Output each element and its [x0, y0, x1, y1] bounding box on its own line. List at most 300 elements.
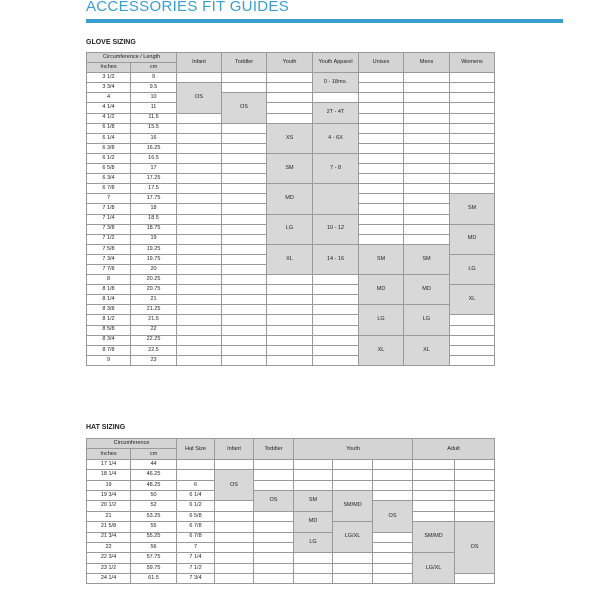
glove-cell: [450, 143, 495, 153]
glove-cell: [313, 275, 359, 285]
hat-cell: [294, 563, 333, 573]
glove-cell: [222, 214, 267, 224]
hat-cell: [413, 470, 455, 480]
glove-cm: 9.5: [131, 83, 177, 93]
glove-cell: [177, 234, 222, 244]
glove-cell: [359, 174, 404, 184]
glove-cell: [222, 285, 267, 295]
glove-cell: [222, 83, 267, 93]
glove-cell: [359, 83, 404, 93]
glove-cell: [222, 295, 267, 305]
glove-inches: 8 1/8: [87, 285, 131, 295]
hat-inches: 22 3/4: [87, 553, 131, 563]
hat-size: 6 1/2: [177, 501, 215, 511]
glove-cell: [222, 234, 267, 244]
hat-inches: 17 1/4: [87, 459, 131, 469]
glove-cell: [313, 345, 359, 355]
glove-cell: [359, 73, 404, 83]
glove-inches: 8 3/8: [87, 305, 131, 315]
glove-cell: [450, 315, 495, 325]
glove-cell: [313, 295, 359, 305]
glove-inches: 6 1/2: [87, 153, 131, 163]
glove-cm: 17.75: [131, 194, 177, 204]
hat-inches: 18 1/4: [87, 470, 131, 480]
hat-youth-sm-md: SM/MD: [333, 490, 373, 521]
glove-youth-apparel-4-6x: 4 - 6X: [313, 123, 359, 153]
glove-cell: [222, 73, 267, 83]
hat-cell: [294, 553, 333, 563]
glove-cm: 19.25: [131, 244, 177, 254]
glove-cell: [359, 113, 404, 123]
hat-cell: [215, 459, 254, 469]
hat-cm: 55: [131, 522, 177, 532]
glove-cell: [222, 153, 267, 163]
glove-cell: [267, 305, 313, 315]
hat-cell: [373, 542, 413, 552]
hat-inches-header: Inches: [87, 449, 131, 459]
glove-cm: 22: [131, 325, 177, 335]
hat-circumference-header: Circumference: [87, 439, 177, 449]
hat-youth-md: MD: [294, 511, 333, 532]
glove-inches: 6 7/8: [87, 184, 131, 194]
glove-header-youth-apparel: Youth Apparel: [313, 53, 359, 73]
glove-cell: [177, 184, 222, 194]
glove-youth-lg: LG: [267, 214, 313, 244]
glove-cell: [313, 315, 359, 325]
glove-header-unisex: Unisex: [359, 53, 404, 73]
glove-cell: [450, 164, 495, 174]
glove-cell: [313, 335, 359, 345]
glove-cell: [222, 244, 267, 254]
hat-cell: [455, 490, 495, 500]
glove-cm: 18.75: [131, 224, 177, 234]
glove-cell: [450, 174, 495, 184]
glove-inches: 7 5/8: [87, 244, 131, 254]
hat-cm: 57.75: [131, 553, 177, 563]
glove-cell: [177, 153, 222, 163]
glove-cell: [450, 83, 495, 93]
hat-size: 6: [177, 480, 215, 490]
glove-cell: [177, 194, 222, 204]
glove-cell: [359, 234, 404, 244]
hat-cm: 61.5: [131, 574, 177, 584]
glove-cell: [177, 325, 222, 335]
glove-womens-sm: SM: [450, 194, 495, 224]
hat-cell: [254, 470, 294, 480]
glove-inches: 4: [87, 93, 131, 103]
glove-inches: 7 1/2: [87, 234, 131, 244]
hat-size: 7 3/4: [177, 574, 215, 584]
glove-mens-xl: XL: [404, 335, 450, 365]
hat-cell: [455, 511, 495, 521]
glove-cell: [177, 224, 222, 234]
glove-inches: 6 3/4: [87, 174, 131, 184]
glove-cell: [404, 234, 450, 244]
glove-cell: [359, 214, 404, 224]
glove-cell: [177, 315, 222, 325]
glove-header-womens: Womens: [450, 53, 495, 73]
glove-cm: 21.25: [131, 305, 177, 315]
glove-inches: 7 3/4: [87, 254, 131, 264]
hat-cell: [215, 522, 254, 532]
glove-cm: 20.25: [131, 275, 177, 285]
glove-cell: [177, 204, 222, 214]
glove-cell: [267, 103, 313, 113]
glove-circumference-header: Circumference / Length: [87, 53, 177, 63]
glove-cell: [359, 93, 404, 103]
glove-youth-xs: XS: [267, 123, 313, 153]
glove-cell: [450, 355, 495, 365]
glove-cell: [404, 153, 450, 163]
hat-cell: [254, 542, 294, 552]
glove-cm: 10: [131, 93, 177, 103]
glove-cell: [450, 133, 495, 143]
glove-inches: 8 1/4: [87, 295, 131, 305]
glove-cell: [359, 164, 404, 174]
glove-inches: 3 3/4: [87, 83, 131, 93]
hat-size: [177, 459, 215, 469]
glove-cell: [222, 174, 267, 184]
glove-cell: [359, 184, 404, 194]
hat-cell: [373, 574, 413, 584]
hat-size: [177, 470, 215, 480]
glove-cm: 16.5: [131, 153, 177, 163]
hat-adult-sm-md: SM/MD: [413, 522, 455, 553]
glove-cell: [222, 133, 267, 143]
glove-inches-header: Inches: [87, 63, 131, 73]
glove-cell: [404, 224, 450, 234]
hat-infant-os: OS: [215, 470, 254, 501]
glove-youth-md: MD: [267, 184, 313, 214]
hat-cell: [215, 574, 254, 584]
hat-adult-os: OS: [455, 522, 495, 574]
hat-cm: 48.25: [131, 480, 177, 490]
glove-inches: 8 5/8: [87, 325, 131, 335]
glove-youth-apparel-14-16: 14 - 16: [313, 244, 359, 274]
glove-cm: 22.25: [131, 335, 177, 345]
hat-cell: [215, 563, 254, 573]
hat-cm-header: cm: [131, 449, 177, 459]
glove-cell: [359, 153, 404, 163]
glove-womens-xl: XL: [450, 285, 495, 315]
glove-cell: [177, 254, 222, 264]
glove-inches: 3 1/2: [87, 73, 131, 83]
glove-cm: 19: [131, 234, 177, 244]
hat-inches: 21 5/8: [87, 522, 131, 532]
hat-header-toddler: Toddler: [254, 439, 294, 460]
glove-cell: [177, 113, 222, 123]
glove-youth-sm: SM: [267, 153, 313, 183]
glove-inches: 8 7/8: [87, 345, 131, 355]
glove-inches: 7 1/8: [87, 204, 131, 214]
hat-section-title: HAT SIZING: [86, 424, 126, 431]
glove-cell: [450, 103, 495, 113]
glove-cell: [359, 133, 404, 143]
glove-cell: [404, 184, 450, 194]
glove-cm: 11.5: [131, 113, 177, 123]
glove-youth-apparel-blank: [313, 184, 359, 214]
glove-cell: [222, 355, 267, 365]
glove-cell: [450, 335, 495, 345]
hat-cell: [254, 511, 294, 521]
hat-cell: [455, 470, 495, 480]
hat-size: 6 5/8: [177, 511, 215, 521]
glove-cell: [404, 194, 450, 204]
hat-cm: 52: [131, 501, 177, 511]
glove-cm: 11: [131, 103, 177, 113]
glove-unisex-md: MD: [359, 275, 404, 305]
glove-cell: [222, 264, 267, 274]
glove-cell: [267, 345, 313, 355]
title-rule: [86, 19, 563, 23]
glove-cm: 18: [131, 204, 177, 214]
glove-cell: [404, 214, 450, 224]
hat-size: 6 1/4: [177, 490, 215, 500]
glove-inches: 8 1/2: [87, 315, 131, 325]
glove-womens-lg: LG: [450, 254, 495, 284]
hat-cm: 50: [131, 490, 177, 500]
glove-cell: [450, 73, 495, 83]
glove-inches: 7 7/8: [87, 264, 131, 274]
hat-youth-os: OS: [373, 501, 413, 532]
hat-cm: 53.25: [131, 511, 177, 521]
glove-cell: [177, 174, 222, 184]
glove-cm: 16: [131, 133, 177, 143]
glove-unisex-lg: LG: [359, 305, 404, 335]
hat-size-table: [86, 438, 495, 584]
glove-cell: [313, 355, 359, 365]
glove-inches: 7 1/4: [87, 214, 131, 224]
hat-youth-sm: SM: [294, 490, 333, 511]
hat-cell: [333, 470, 373, 480]
glove-cell: [222, 345, 267, 355]
hat-cell: [413, 490, 455, 500]
glove-toddler-os: OS: [222, 93, 267, 123]
hat-cell: [373, 563, 413, 573]
hat-size: 6 7/8: [177, 522, 215, 532]
hat-cell: [373, 532, 413, 542]
glove-cell: [404, 113, 450, 123]
glove-cell: [177, 73, 222, 83]
hat-header-adult: Adult: [413, 439, 495, 460]
glove-inches: 8: [87, 275, 131, 285]
hat-inches: 24 1/4: [87, 574, 131, 584]
glove-cell: [359, 123, 404, 133]
hat-cell: [333, 459, 373, 469]
glove-cell: [404, 83, 450, 93]
glove-cm: 19.75: [131, 254, 177, 264]
glove-cell: [267, 335, 313, 345]
glove-cm-header: cm: [131, 63, 177, 73]
glove-cm: 22.5: [131, 345, 177, 355]
glove-cell: [404, 164, 450, 174]
glove-cell: [404, 174, 450, 184]
hat-cm: 56: [131, 542, 177, 552]
glove-inches: 6 5/8: [87, 164, 131, 174]
glove-cell: [177, 133, 222, 143]
glove-cell: [450, 184, 495, 194]
hat-cell: [413, 480, 455, 490]
glove-cell: [267, 285, 313, 295]
hat-cell: [215, 511, 254, 521]
hat-inches: 20 1/2: [87, 501, 131, 511]
glove-cell: [177, 264, 222, 274]
glove-cell: [177, 335, 222, 345]
glove-cell: [404, 93, 450, 103]
glove-cell: [177, 123, 222, 133]
glove-cell: [267, 93, 313, 103]
glove-cell: [222, 224, 267, 234]
glove-cell: [222, 123, 267, 133]
hat-cell: [333, 563, 373, 573]
glove-cm: 20.75: [131, 285, 177, 295]
hat-cell: [254, 563, 294, 573]
glove-cell: [313, 325, 359, 335]
glove-cm: 17.25: [131, 174, 177, 184]
glove-cell: [177, 164, 222, 174]
hat-cell: [373, 459, 413, 469]
hat-inches: 19: [87, 480, 131, 490]
glove-inches: 7 3/8: [87, 224, 131, 234]
glove-cell: [313, 285, 359, 295]
hat-inches: 19 3/4: [87, 490, 131, 500]
hat-youth-lg-xl: LG/XL: [333, 522, 373, 553]
hat-header-youth: Youth: [294, 439, 413, 460]
glove-cell: [450, 345, 495, 355]
hat-youth-lg: LG: [294, 532, 333, 553]
glove-inches: 7: [87, 194, 131, 204]
glove-youth-apparel-10-12: 10 - 12: [313, 214, 359, 244]
hat-cell: [215, 542, 254, 552]
glove-womens-md: MD: [450, 224, 495, 254]
glove-cell: [222, 204, 267, 214]
hat-cell: [294, 459, 333, 469]
hat-header-infant: Infant: [215, 439, 254, 460]
hat-size: 7 1/4: [177, 553, 215, 563]
glove-cell: [313, 305, 359, 315]
hat-inches: 23 1/2: [87, 563, 131, 573]
glove-size-table: [86, 52, 495, 366]
glove-unisex-sm: SM: [359, 244, 404, 274]
hat-cell: [254, 574, 294, 584]
glove-youth-xl: XL: [267, 244, 313, 274]
hat-inches: 22: [87, 542, 131, 552]
hat-adult-lg-xl: LG/XL: [413, 553, 455, 584]
hat-cm: 44: [131, 459, 177, 469]
glove-cell: [222, 254, 267, 264]
glove-cm: 18.5: [131, 214, 177, 224]
hat-cell: [413, 511, 455, 521]
glove-cell: [177, 244, 222, 254]
glove-infant-os: OS: [177, 83, 222, 113]
hat-cell: [254, 553, 294, 563]
glove-inches: 4 1/4: [87, 103, 131, 113]
page-title: ACCESSORIES FIT GUIDES: [86, 0, 290, 15]
hat-cell: [333, 574, 373, 584]
hat-cell: [373, 470, 413, 480]
hat-cell: [333, 480, 373, 490]
glove-cell: [359, 194, 404, 204]
glove-mens-sm: SM: [404, 244, 450, 274]
hat-cell: [455, 574, 495, 584]
glove-cell: [222, 143, 267, 153]
glove-cell: [222, 315, 267, 325]
glove-cell: [450, 123, 495, 133]
hat-size: 7: [177, 542, 215, 552]
glove-cm: 17.5: [131, 184, 177, 194]
glove-header-youth: Youth: [267, 53, 313, 73]
glove-inches: 6 1/8: [87, 123, 131, 133]
hat-cm: 55.25: [131, 532, 177, 542]
hat-cell: [254, 459, 294, 469]
hat-cell: [413, 501, 455, 511]
hat-cell: [254, 532, 294, 542]
glove-cell: [267, 113, 313, 123]
hat-cell: [215, 501, 254, 511]
glove-header-infant: Infant: [177, 53, 222, 73]
glove-cm: 15.5: [131, 123, 177, 133]
glove-cell: [359, 143, 404, 153]
hat-cell: [294, 470, 333, 480]
glove-cell: [267, 73, 313, 83]
glove-youth-apparel-7-8: 7 - 8: [313, 153, 359, 183]
glove-mens-md: MD: [404, 275, 450, 305]
glove-cell: [404, 73, 450, 83]
glove-cell: [404, 204, 450, 214]
glove-cell: [177, 355, 222, 365]
glove-cell: [177, 295, 222, 305]
glove-cell: [450, 325, 495, 335]
glove-cell: [222, 325, 267, 335]
glove-cm: 21.5: [131, 315, 177, 325]
glove-cell: [177, 214, 222, 224]
hat-cell: [254, 522, 294, 532]
glove-section-title: GLOVE SIZING: [86, 39, 136, 46]
glove-inches: 6 3/8: [87, 143, 131, 153]
glove-cell: [222, 184, 267, 194]
glove-cell: [222, 164, 267, 174]
glove-cell: [404, 103, 450, 113]
glove-cell: [404, 133, 450, 143]
glove-cell: [359, 103, 404, 113]
glove-cell: [267, 275, 313, 285]
glove-cell: [267, 295, 313, 305]
glove-cm: 17: [131, 164, 177, 174]
glove-mens-lg: LG: [404, 305, 450, 335]
hat-cell: [373, 480, 413, 490]
glove-youth-apparel-2t-4t: 2T - 4T: [313, 103, 359, 123]
hat-cell: [373, 553, 413, 563]
glove-cell: [222, 194, 267, 204]
hat-inches: 21 3/4: [87, 532, 131, 542]
hat-cell: [254, 480, 294, 490]
hat-size: 7 1/2: [177, 563, 215, 573]
hat-size: 6 7/8: [177, 532, 215, 542]
glove-cm: 21: [131, 295, 177, 305]
glove-cell: [177, 143, 222, 153]
glove-youth-apparel-0-18mo: 0 - 18mo.: [313, 73, 359, 93]
hat-cell: [413, 459, 455, 469]
glove-inches: 8 3/4: [87, 335, 131, 345]
glove-cell: [222, 305, 267, 315]
glove-inches: 4 1/2: [87, 113, 131, 123]
glove-cell: [177, 285, 222, 295]
glove-cell: [450, 113, 495, 123]
hat-cell: [373, 490, 413, 500]
glove-cell: [359, 224, 404, 234]
glove-cell: [177, 275, 222, 285]
hat-inches: 21: [87, 511, 131, 521]
